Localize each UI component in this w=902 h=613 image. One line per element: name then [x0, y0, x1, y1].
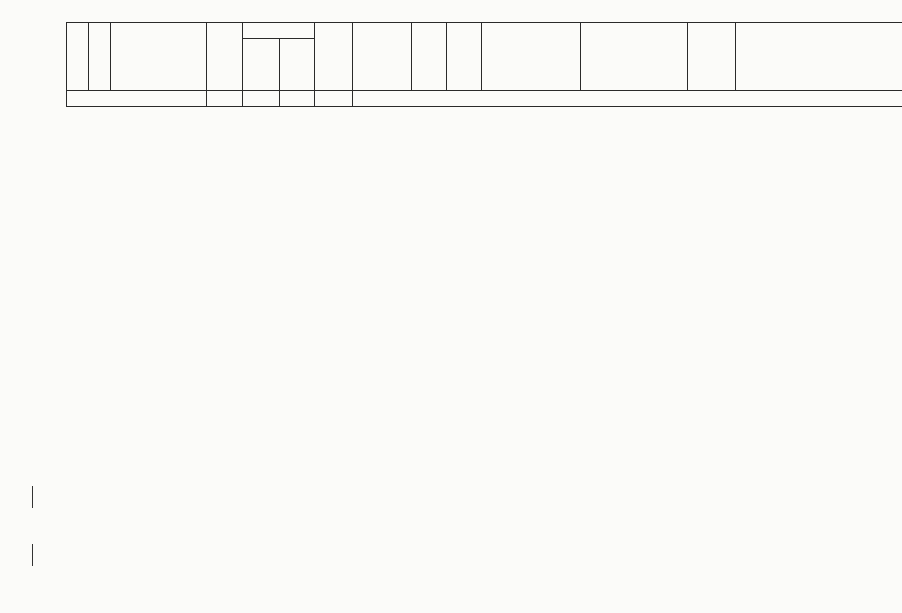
header-remaining-building	[280, 39, 315, 91]
header-seq	[67, 23, 89, 91]
header-key-unit	[353, 23, 412, 91]
project-table	[66, 22, 902, 107]
header-total-building	[243, 39, 280, 91]
subtotal-total	[243, 91, 280, 107]
subtotal-row	[67, 91, 902, 107]
header-task-2023	[315, 23, 353, 91]
header-name	[111, 23, 207, 91]
header-update-mode	[688, 23, 736, 91]
page-number	[24, 486, 44, 566]
header-in-145	[412, 23, 447, 91]
header-city-point	[447, 23, 482, 91]
page-number-rule-top	[32, 486, 33, 508]
header-num	[89, 23, 111, 91]
header-building-area	[243, 23, 315, 39]
header-acquisition-plan	[482, 23, 581, 91]
header-remarks	[736, 23, 902, 91]
subtotal-empty	[353, 91, 902, 107]
subtotal-remaining	[280, 91, 315, 107]
subtotal-task	[315, 91, 353, 107]
page-number-rule-bottom	[32, 544, 33, 566]
header-subject	[581, 23, 688, 91]
subtotal-land	[207, 91, 243, 107]
subtotal-label	[67, 91, 207, 107]
header-land-area	[207, 23, 243, 91]
